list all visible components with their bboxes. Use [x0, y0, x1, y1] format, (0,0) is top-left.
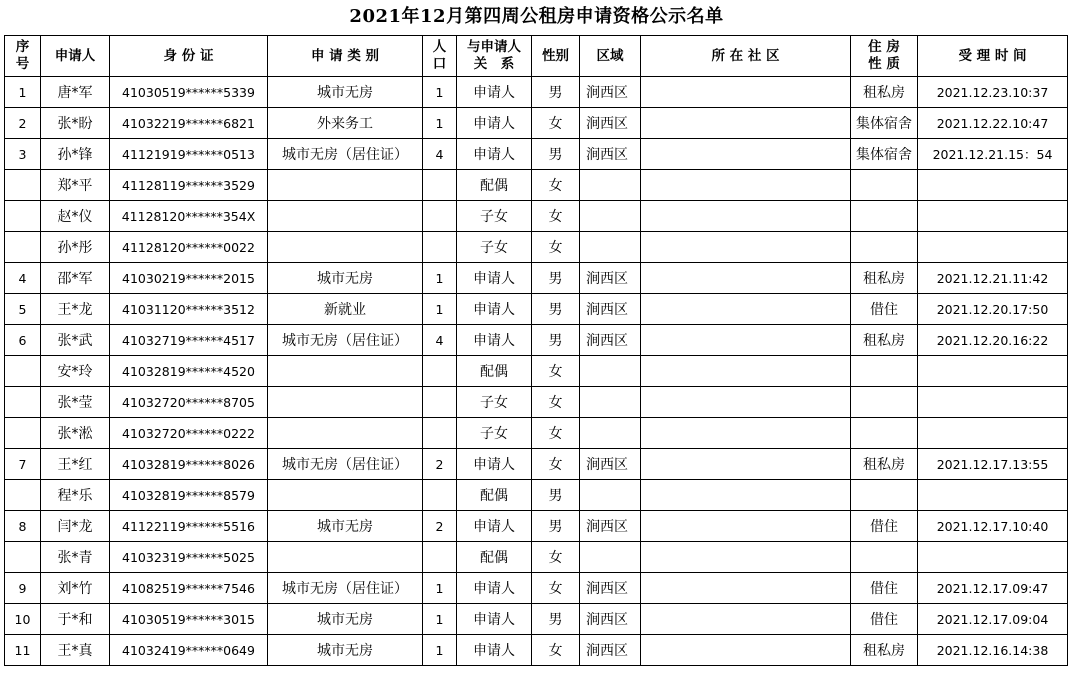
- cell-housing: [851, 232, 918, 263]
- cell-no: 5: [5, 294, 41, 325]
- cell-category: [268, 387, 423, 418]
- table-row: [5, 635, 1068, 666]
- cell-name: 王*红: [41, 449, 110, 480]
- header-count: 人 口: [423, 36, 457, 77]
- cell-housing: 租私房: [851, 77, 918, 108]
- cell-gender: 女: [532, 573, 580, 604]
- cell-id-number: 41032719******4517: [110, 325, 268, 356]
- cell-area: 涧西区: [580, 573, 641, 604]
- cell-time: 2021.12.22.10:47: [918, 108, 1068, 139]
- cell-no: 1: [5, 77, 41, 108]
- cell-category: [268, 201, 423, 232]
- cell-count: [423, 356, 457, 387]
- cell-relation: 申请人: [457, 604, 532, 635]
- cell-housing: [851, 418, 918, 449]
- table-row: [5, 232, 1068, 263]
- cell-name: 孙*彤: [41, 232, 110, 263]
- cell-relation: 子女: [457, 387, 532, 418]
- applicant-table: [4, 35, 1068, 666]
- cell-name: 孙*锋: [41, 139, 110, 170]
- cell-id-number: 41032720******8705: [110, 387, 268, 418]
- table-row: [5, 542, 1068, 573]
- cell-community: [641, 573, 851, 604]
- cell-no: [5, 387, 41, 418]
- cell-area: [580, 542, 641, 573]
- cell-category: 城市无房: [268, 77, 423, 108]
- cell-id-number: 41032219******6821: [110, 108, 268, 139]
- cell-count: 2: [423, 511, 457, 542]
- cell-relation: 申请人: [457, 635, 532, 666]
- cell-time: 2021.12.17.09:47: [918, 573, 1068, 604]
- cell-area: 涧西区: [580, 294, 641, 325]
- table-row: [5, 511, 1068, 542]
- cell-category: 城市无房: [268, 604, 423, 635]
- cell-relation: 申请人: [457, 263, 532, 294]
- cell-name: 王*真: [41, 635, 110, 666]
- cell-gender: 男: [532, 263, 580, 294]
- cell-time: 2021.12.16.14:38: [918, 635, 1068, 666]
- cell-id-number: 41032819******4520: [110, 356, 268, 387]
- header-category: 申 请 类 别: [268, 36, 423, 77]
- header-gender: 性别: [532, 36, 580, 77]
- cell-id-number: 41128120******0022: [110, 232, 268, 263]
- cell-time: [918, 542, 1068, 573]
- cell-count: [423, 201, 457, 232]
- cell-category: 城市无房（居住证）: [268, 573, 423, 604]
- cell-housing: 租私房: [851, 635, 918, 666]
- cell-housing: [851, 542, 918, 573]
- cell-community: [641, 387, 851, 418]
- cell-no: [5, 232, 41, 263]
- cell-relation: 申请人: [457, 511, 532, 542]
- cell-community: [641, 263, 851, 294]
- cell-time: 2021.12.17.09:04: [918, 604, 1068, 635]
- cell-name: 邵*军: [41, 263, 110, 294]
- table-row: [5, 263, 1068, 294]
- cell-community: [641, 170, 851, 201]
- cell-no: 2: [5, 108, 41, 139]
- cell-gender: 男: [532, 511, 580, 542]
- cell-housing: 租私房: [851, 263, 918, 294]
- cell-housing: 租私房: [851, 449, 918, 480]
- cell-id-number: 41122119******5516: [110, 511, 268, 542]
- cell-id-number: 41082519******7546: [110, 573, 268, 604]
- table-row: [5, 480, 1068, 511]
- cell-area: [580, 356, 641, 387]
- cell-count: [423, 480, 457, 511]
- header-no: 序 号: [5, 36, 41, 77]
- table-row: [5, 77, 1068, 108]
- cell-housing: 借住: [851, 573, 918, 604]
- cell-relation: 申请人: [457, 449, 532, 480]
- cell-area: [580, 387, 641, 418]
- cell-name: 张*青: [41, 542, 110, 573]
- cell-housing: [851, 480, 918, 511]
- cell-gender: 女: [532, 201, 580, 232]
- cell-time: [918, 480, 1068, 511]
- cell-name: 张*淞: [41, 418, 110, 449]
- table-row: [5, 170, 1068, 201]
- cell-housing: 借住: [851, 511, 918, 542]
- cell-category: 城市无房: [268, 635, 423, 666]
- cell-relation: 配偶: [457, 480, 532, 511]
- cell-area: 涧西区: [580, 139, 641, 170]
- cell-area: 涧西区: [580, 635, 641, 666]
- cell-gender: 男: [532, 325, 580, 356]
- cell-category: 城市无房（居住证）: [268, 449, 423, 480]
- cell-community: [641, 108, 851, 139]
- cell-time: [918, 170, 1068, 201]
- cell-housing: [851, 201, 918, 232]
- cell-count: 1: [423, 77, 457, 108]
- cell-area: 涧西区: [580, 263, 641, 294]
- cell-gender: 男: [532, 139, 580, 170]
- cell-area: [580, 201, 641, 232]
- cell-id-number: 41032319******5025: [110, 542, 268, 573]
- cell-relation: 配偶: [457, 170, 532, 201]
- cell-time: 2021.12.20.16:22: [918, 325, 1068, 356]
- table-row: [5, 108, 1068, 139]
- cell-housing: [851, 356, 918, 387]
- cell-relation: 配偶: [457, 542, 532, 573]
- cell-area: 涧西区: [580, 511, 641, 542]
- cell-housing: 集体宿舍: [851, 108, 918, 139]
- cell-no: [5, 542, 41, 573]
- header-name: 申请人: [41, 36, 110, 77]
- cell-area: [580, 418, 641, 449]
- table-row: [5, 325, 1068, 356]
- cell-community: [641, 635, 851, 666]
- table-row: [5, 387, 1068, 418]
- cell-name: 张*盼: [41, 108, 110, 139]
- cell-gender: 女: [532, 356, 580, 387]
- cell-community: [641, 604, 851, 635]
- cell-name: 刘*竹: [41, 573, 110, 604]
- cell-id-number: 41128119******3529: [110, 170, 268, 201]
- table-row: [5, 418, 1068, 449]
- cell-area: [580, 170, 641, 201]
- cell-gender: 男: [532, 77, 580, 108]
- cell-community: [641, 418, 851, 449]
- cell-count: [423, 387, 457, 418]
- cell-count: 1: [423, 263, 457, 294]
- cell-community: [641, 294, 851, 325]
- cell-time: 2021.12.17.10:40: [918, 511, 1068, 542]
- header-id: 身 份 证: [110, 36, 268, 77]
- table-row: [5, 139, 1068, 170]
- cell-relation: 申请人: [457, 294, 532, 325]
- cell-name: 安*玲: [41, 356, 110, 387]
- cell-name: 张*武: [41, 325, 110, 356]
- cell-time: [918, 418, 1068, 449]
- cell-count: 4: [423, 139, 457, 170]
- cell-area: 涧西区: [580, 604, 641, 635]
- cell-category: [268, 232, 423, 263]
- cell-name: 郑*平: [41, 170, 110, 201]
- cell-category: [268, 480, 423, 511]
- cell-community: [641, 511, 851, 542]
- cell-gender: 女: [532, 418, 580, 449]
- cell-count: 1: [423, 294, 457, 325]
- cell-category: 城市无房: [268, 263, 423, 294]
- cell-relation: 申请人: [457, 325, 532, 356]
- cell-id-number: 41032720******0222: [110, 418, 268, 449]
- cell-no: 10: [5, 604, 41, 635]
- cell-housing: [851, 387, 918, 418]
- cell-category: 外来务工: [268, 108, 423, 139]
- cell-housing: 租私房: [851, 325, 918, 356]
- header-time: 受 理 时 间: [918, 36, 1068, 77]
- cell-time: [918, 232, 1068, 263]
- cell-housing: [851, 170, 918, 201]
- cell-category: 城市无房（居住证）: [268, 325, 423, 356]
- header-relation: 与申请人 关 系: [457, 36, 532, 77]
- cell-relation: 子女: [457, 418, 532, 449]
- cell-category: [268, 356, 423, 387]
- cell-category: 城市无房: [268, 511, 423, 542]
- cell-id-number: 41030519******3015: [110, 604, 268, 635]
- cell-housing: 借住: [851, 294, 918, 325]
- cell-no: [5, 170, 41, 201]
- cell-count: 1: [423, 635, 457, 666]
- cell-id-number: 41030519******5339: [110, 77, 268, 108]
- cell-name: 王*龙: [41, 294, 110, 325]
- cell-community: [641, 232, 851, 263]
- cell-id-number: 41032419******0649: [110, 635, 268, 666]
- cell-id-number: 41031120******3512: [110, 294, 268, 325]
- cell-gender: 女: [532, 635, 580, 666]
- table-row: [5, 449, 1068, 480]
- cell-count: 4: [423, 325, 457, 356]
- cell-no: 9: [5, 573, 41, 604]
- cell-time: 2021.12.21.11:42: [918, 263, 1068, 294]
- cell-name: 赵*仪: [41, 201, 110, 232]
- cell-time: [918, 387, 1068, 418]
- cell-no: [5, 356, 41, 387]
- cell-category: [268, 170, 423, 201]
- cell-area: 涧西区: [580, 77, 641, 108]
- cell-count: 1: [423, 108, 457, 139]
- cell-id-number: 41032819******8579: [110, 480, 268, 511]
- cell-area: 涧西区: [580, 449, 641, 480]
- cell-count: [423, 542, 457, 573]
- cell-community: [641, 139, 851, 170]
- cell-relation: 申请人: [457, 108, 532, 139]
- cell-relation: 申请人: [457, 77, 532, 108]
- cell-count: [423, 418, 457, 449]
- cell-count: [423, 170, 457, 201]
- cell-count: 1: [423, 573, 457, 604]
- cell-area: 涧西区: [580, 325, 641, 356]
- cell-relation: 配偶: [457, 356, 532, 387]
- cell-time: 2021.12.20.17:50: [918, 294, 1068, 325]
- cell-area: [580, 480, 641, 511]
- cell-gender: 女: [532, 542, 580, 573]
- cell-category: 城市无房（居住证）: [268, 139, 423, 170]
- cell-time: [918, 356, 1068, 387]
- cell-no: 3: [5, 139, 41, 170]
- header-area: 区域: [580, 36, 641, 77]
- table-row: [5, 604, 1068, 635]
- cell-id-number: 41032819******8026: [110, 449, 268, 480]
- cell-no: 4: [5, 263, 41, 294]
- cell-name: 唐*军: [41, 77, 110, 108]
- table-row: [5, 573, 1068, 604]
- cell-gender: 男: [532, 480, 580, 511]
- cell-count: 2: [423, 449, 457, 480]
- cell-time: 2021.12.23.10:37: [918, 77, 1068, 108]
- page-title: 2021年12月第四周公租房申请资格公示名单: [349, 6, 724, 27]
- cell-no: [5, 201, 41, 232]
- cell-relation: 申请人: [457, 139, 532, 170]
- cell-time: 2021.12.21.15：54: [918, 139, 1068, 170]
- cell-count: 1: [423, 604, 457, 635]
- cell-category: 新就业: [268, 294, 423, 325]
- cell-area: [580, 232, 641, 263]
- cell-community: [641, 542, 851, 573]
- cell-community: [641, 201, 851, 232]
- cell-relation: 子女: [457, 201, 532, 232]
- cell-community: [641, 77, 851, 108]
- cell-name: 张*莹: [41, 387, 110, 418]
- cell-community: [641, 356, 851, 387]
- cell-housing: 借住: [851, 604, 918, 635]
- cell-no: [5, 418, 41, 449]
- cell-community: [641, 325, 851, 356]
- cell-id-number: 41128120******354X: [110, 201, 268, 232]
- cell-gender: 女: [532, 170, 580, 201]
- header-row: [5, 36, 1068, 77]
- cell-community: [641, 480, 851, 511]
- cell-id-number: 41121919******0513: [110, 139, 268, 170]
- cell-relation: 子女: [457, 232, 532, 263]
- cell-gender: 男: [532, 294, 580, 325]
- table-row: [5, 201, 1068, 232]
- table-row: [5, 294, 1068, 325]
- header-housing: 住 房 性 质: [851, 36, 918, 77]
- cell-name: 程*乐: [41, 480, 110, 511]
- cell-id-number: 41030219******2015: [110, 263, 268, 294]
- cell-category: [268, 418, 423, 449]
- header-community: 所 在 社 区: [641, 36, 851, 77]
- table-row: [5, 356, 1068, 387]
- cell-no: 6: [5, 325, 41, 356]
- cell-gender: 男: [532, 604, 580, 635]
- cell-no: 7: [5, 449, 41, 480]
- cell-time: [918, 201, 1068, 232]
- cell-gender: 女: [532, 108, 580, 139]
- cell-community: [641, 449, 851, 480]
- cell-no: [5, 480, 41, 511]
- cell-gender: 女: [532, 449, 580, 480]
- cell-gender: 女: [532, 387, 580, 418]
- cell-no: 11: [5, 635, 41, 666]
- cell-name: 于*和: [41, 604, 110, 635]
- cell-time: 2021.12.17.13:55: [918, 449, 1068, 480]
- cell-housing: 集体宿舍: [851, 139, 918, 170]
- cell-name: 闫*龙: [41, 511, 110, 542]
- cell-relation: 申请人: [457, 573, 532, 604]
- cell-count: [423, 232, 457, 263]
- cell-gender: 女: [532, 232, 580, 263]
- cell-category: [268, 542, 423, 573]
- cell-area: 涧西区: [580, 108, 641, 139]
- cell-no: 8: [5, 511, 41, 542]
